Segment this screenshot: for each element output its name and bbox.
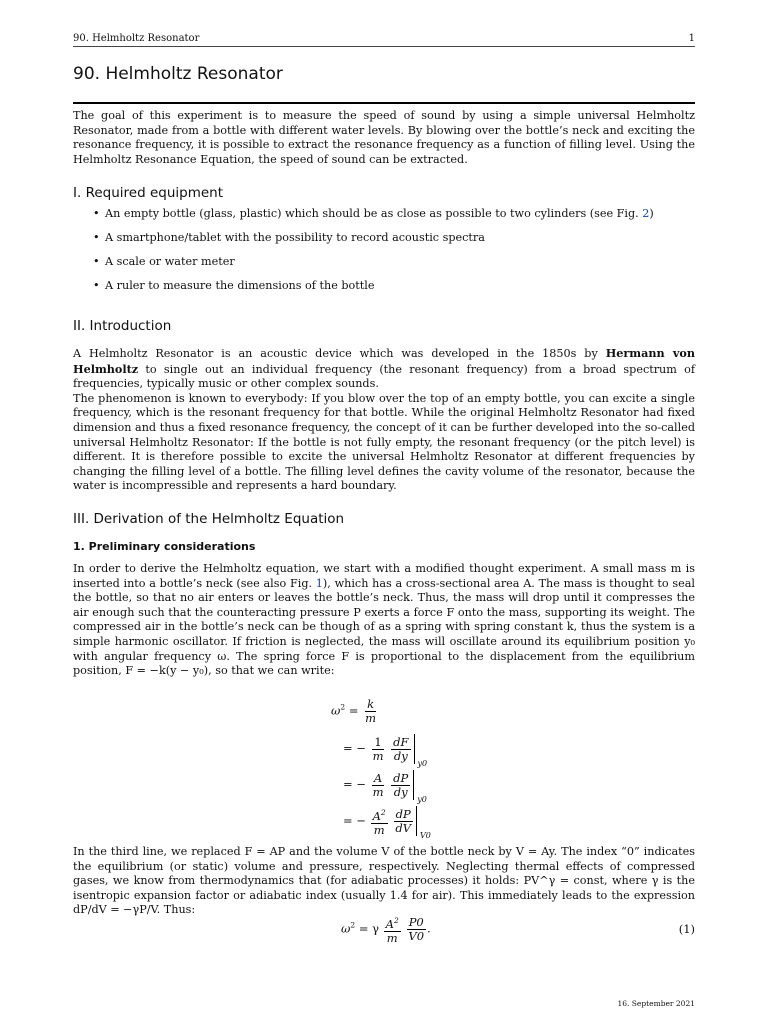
section-heading-derivation: III. Derivation of the Helmholtz Equation xyxy=(73,511,345,527)
page-number: 1 xyxy=(688,33,695,44)
introduction-body xyxy=(73,346,695,494)
equation-line-2: = − $\frac{1}{m}$ $\frac{dF}{dy}$ y0 xyxy=(343,734,428,768)
helmholtz-name: Hermann von Helmholtz xyxy=(73,346,695,376)
paper-title: 90. Helmholtz Resonator xyxy=(73,64,283,84)
running-title: 90. Helmholtz Resonator xyxy=(73,33,200,44)
bullet-icon: • xyxy=(93,207,100,220)
equation-number: (1) xyxy=(678,922,695,936)
title-rule xyxy=(73,102,695,104)
running-header xyxy=(73,33,695,47)
bullet-icon: • xyxy=(93,279,100,292)
abstract: The goal of this experiment is to measure the speed of sound by using a simple universal Helmholtz Resonator, made from a bottle with different water levels. By blowing over the bottle’s neck and exciting the resonance frequency, it is possible to extract the resonance frequency as a function of filling level. Using the Helmholtz Resonance Equation, the speed of sound can be extracted. xyxy=(73,109,695,166)
subsection-heading: 1. Preliminary considerations xyxy=(73,540,256,553)
figure-link[interactable]: 2 xyxy=(642,207,650,220)
bullet-icon: • xyxy=(93,255,100,268)
list-item: • A ruler to measure the dimensions of the bottle xyxy=(93,279,375,292)
equation-1: $\omega^2 = \gamma$ $\frac{A^2}{m}$ $\frac{P0}{V0}$ . xyxy=(341,914,431,945)
derivation-paragraph-2: In the third line, we replaced F = AP and the volume V of the bottle neck by V = Ay. The index “0” indicates the equilibrium (or static) volume and pressure, respectively. Neglecting thermal effects of compressed gases, we know from thermodynamics that (for adiabatic processes) it holds: PV^γ = const, where γ is the isentropic expansion factor or adiabatic index (usually 1.4 for air). This immediately leads to the expression dP/dV = −γP/V. Thus: xyxy=(73,845,695,917)
section-heading-introduction: II. Introduction xyxy=(73,318,172,334)
equation-line-3: = − $\frac{A}{m}$ $\frac{dP}{dy}$ y0 xyxy=(343,770,427,804)
equation-line-4: = − $\frac{A^2}{m}$ $\frac{dP}{dV}$ V0 xyxy=(343,806,431,841)
footer-date: 16. September 2021 xyxy=(617,999,695,1008)
paper-page xyxy=(73,0,695,1024)
bullet-icon: • xyxy=(93,231,100,244)
section-heading-equipment: I. Required equipment xyxy=(73,185,223,201)
equipment-list xyxy=(93,207,693,303)
figure-link[interactable]: 1 xyxy=(315,576,323,590)
list-item: • A smartphone/tablet with the possibility to record acoustic spectra xyxy=(93,231,485,244)
list-item: • An empty bottle (glass, plastic) which should be as close as possible to two cylinders (see Fig. 2) xyxy=(93,207,654,220)
introduction-paragraph-1: A Helmholtz Resonator is an acoustic device which was developed in the 1850s by Hermann von Helmholtz to single out an individual frequency (the resonant frequency) from a broad spectrum of frequencies, typically music or other complex sounds. xyxy=(73,346,695,391)
introduction-paragraph-2: The phenomenon is known to everybody: If you blow over the top of an empty bottle, you can excite a single frequency, which is the resonant frequency for that bottle. While the original Helmholtz Resonator had fixed dimension and thus a fixed resonance frequency, the concept of it can be further developed into the so-called universal Helmholtz Resonator: If the bottle is not fully empty, the resonant frequency (or the pitch level) is different. It is therefore possible to excite the universal Helmholtz Resonator at different frequencies by changing the filling level of a bottle. The filling level defines the cavity volume of the resonator, because the water is incompressible and represents a hard boundary. xyxy=(73,391,695,493)
equation-line-1: $\omega^2$ = $\frac{k}{m}$ xyxy=(331,697,377,725)
list-item: • A scale or water meter xyxy=(93,255,235,268)
derivation-paragraph-1: In order to derive the Helmholtz equation, we start with a modified thought experiment. A small mass m is inserted into a bottle’s neck (see also Fig. 1), which has a cross-sectional area A. The mass is thought to seal the bottle, so that no air enters or leaves the bottle’s neck. Thus, the mass will drop until it compresses the air enough such that the counteracting pressure P exerts a force F onto the mass, supporting its weight. The compressed air in the bottle’s neck can be though of as a spring with spring constant k, thus the system is a simple harmonic oscillator. If friction is neglected, the mass will oscillate around its equilibrium position y₀ with angular frequency ω. The spring force F is proportional to the displacement from the equilibrium position, F = −k(y − y₀), so that we can write: xyxy=(73,562,695,678)
